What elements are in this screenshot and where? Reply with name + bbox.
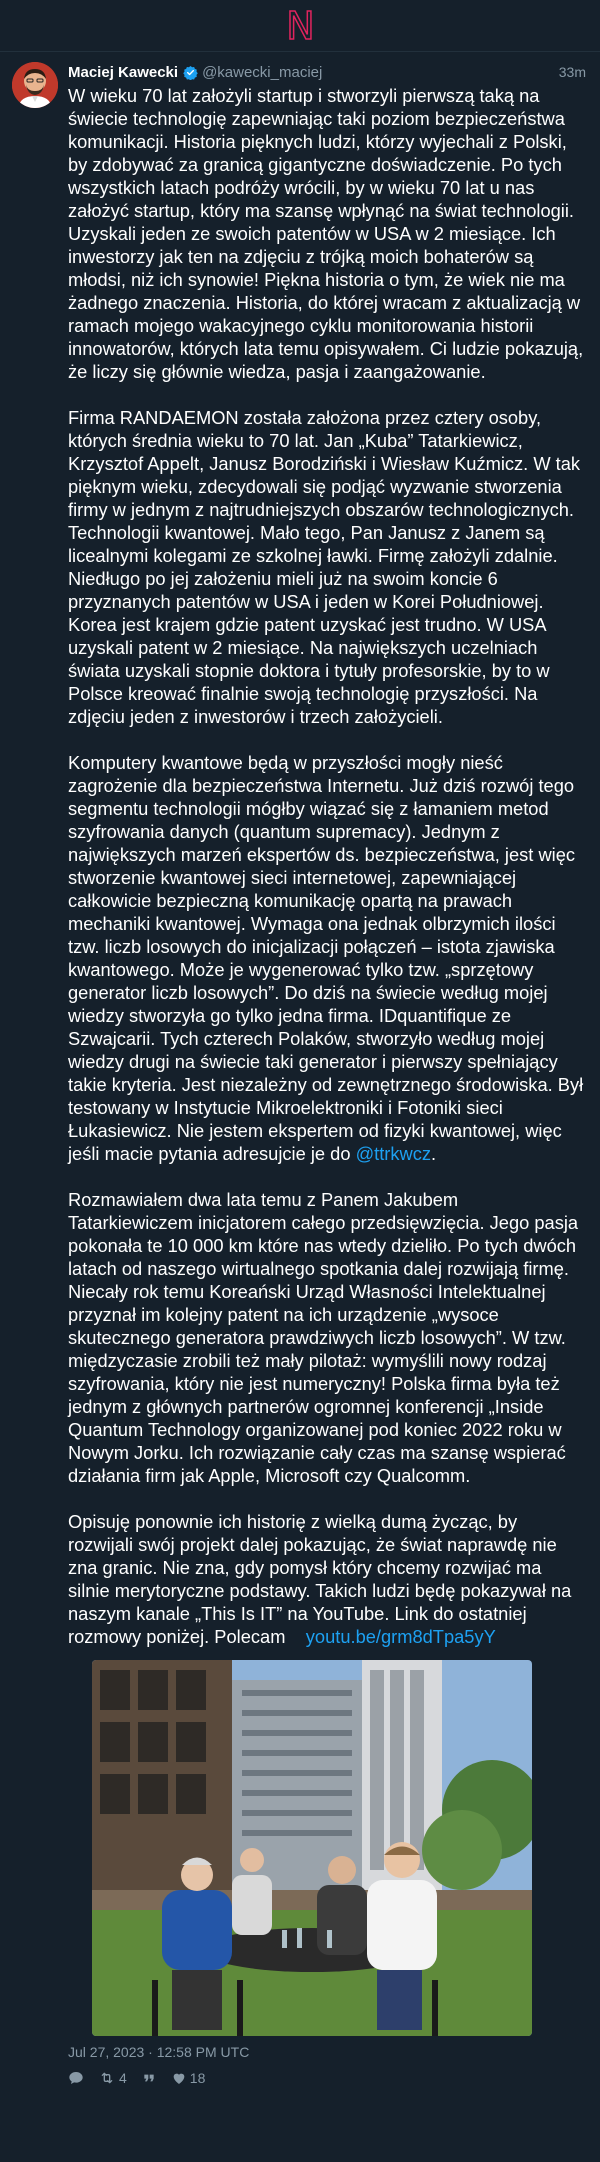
retweet-count: 4 bbox=[119, 2070, 127, 2086]
author-name[interactable]: Maciej Kawecki bbox=[68, 63, 179, 81]
tweet-body bbox=[68, 84, 586, 1648]
tweet-header bbox=[68, 62, 586, 82]
mention-link[interactable]: @ttrkwcz bbox=[355, 1143, 432, 1164]
mention-suffix: . bbox=[431, 1143, 437, 1164]
tweet-time[interactable]: 33m bbox=[558, 64, 586, 80]
like-button[interactable] bbox=[171, 2070, 206, 2086]
tweet-paragraph: Rozmawiałem dwa lata temu z Panem Jakubem Tatarkiewiczem inicjatorem całego przedsięwzięcia. Jego pasja pokonała te 10 000 km które nas wtedy dzieliło. Po tych dwóch latach od naszego wirtualnego spotkania dalej rozwijają firmę. Niecały rok temu Koreański Urząd Własności Intelektualnej przyznał im kolejny patent na ich urządzenie „wysoce skutecznego generatora prawdziwych liczb losowych”. W tzw. międzyczasie zrobili też mały pilotaż: wymyślili nowy rodzaj szyfrowania, który nie jest numeryczny! Polska firma była też jednym z głównych partnerów ogromnej konferencji „Inside Quantum Technology organizowanej pod koniec 2022 roku w Nowym Jorku. Ich rozwiązanie cały czas ma szansę wspierać działania firm jak Apple, Microsoft czy Qualcomm. bbox=[68, 1189, 579, 1486]
paragraph-text: Komputery kwantowe będą w przyszłości mogły nieść zagrożenie dla bezpieczeństwa Internetu. Już dziś rozwój tego segmentu technologii mógłby wiązać się z łamaniem metod szyfrowania danych (quantum supremacy). Jednym z największych marzeń ekspertów ds. bezpieczeństwa, jest więc stworzenie kwantowej sieci internetowej, zapewniającej całkowicie bezpieczną komunikację opartą na prawach mechaniki kwantowej. Wymaga ona jednak olbrzymich ilości tzw. liczb losowych do inicjalizacji połączeń – istota zjawiska kwantowego. Może je wygenerować tylko tzw. „sprzętowy generator liczb losowych”. Do dziś na świecie według mojej wiedzy stworzyła go tylko jedna firma. IDquantifique ze Szwajcarii. Tych czterech Polaków, stworzyło według mojej wiedzy drugi na świecie taki generator i pierwszy spełniający takie kryteria. Jest niezależny od zewnętrznego środowiska. Był testowany w Instytucie Mikroelektroniki i Fotoniki sieci Łukasiewicz. Nie jestem ekspertem od fizyki kwantowej, więc jeśli macie pytania adresujcie je do bbox=[68, 752, 584, 1164]
tweet-photo[interactable] bbox=[92, 1660, 532, 2036]
paragraph-text: Opisuję ponownie ich historię z wielką dumą życząc, by rozwijali swój projekt dalej pokazując, że świat naprawdę nie zna granic. Nie zna, gdy pomysł który chcemy rozwijać ma silnie merytoryczne podstawy. Takich ludzi będę pokazywał na naszym kanale „This Is IT” na YouTube. Link do ostatniej rozmowy poniżej. Polecam bbox=[68, 1511, 572, 1647]
comment-icon bbox=[68, 2070, 84, 2086]
tweet-actions bbox=[68, 2070, 586, 2086]
quote-button[interactable] bbox=[141, 2070, 157, 2086]
tweet bbox=[0, 52, 600, 2086]
top-bar bbox=[0, 0, 600, 52]
heart-icon bbox=[171, 2070, 187, 2086]
tweet-paragraph: W wieku 70 lat założyli startup i stworzyli pierwszą taką na świecie technologię zapewniając taki poziom bezpieczeństwa komunikacji. Historia pięknych ludzi, którzy wyjechali z Polski, by zdobywać za granicą gigantyczne doświadczenie. Po tych wszystkich latach podróży wrócili, by w wieku 70 lat u nas założyć startup, który ma szansę wpłynąć na świat technologii. Uzyskali jeden ze swoich patentów w USA w 2 miesiące. Ich inwestorzy jak ten na zdjęciu z trójką moich bohaterów są młodsi, niż ich synowie! Piękna historia o tym, że wiek nie ma żadnego znaczenia. Historia, do której wracam z aktualizacją w ramach mojego wakacyjnego cyklu monitorowania historii innowatorów, których lata temu opisywałem. Ci ludzie pokazują, że liczy się głównie wiedza, pasja i zaangażowanie. bbox=[68, 85, 584, 382]
verified-badge-icon bbox=[183, 65, 198, 80]
reply-button[interactable] bbox=[68, 2070, 84, 2086]
like-count: 18 bbox=[189, 2070, 206, 2086]
tweet-date[interactable]: Jul 27, 2023 · 12:58 PM UTC bbox=[68, 2044, 250, 2060]
youtube-link[interactable]: youtu.be/grm8dTpa5yY bbox=[305, 1626, 496, 1647]
author-handle[interactable]: @kawecki_maciej bbox=[202, 63, 323, 81]
retweet-icon bbox=[98, 2070, 116, 2086]
app-logo[interactable]: N bbox=[286, 3, 314, 48]
retweet-button[interactable] bbox=[98, 2070, 127, 2086]
quote-icon bbox=[141, 2070, 157, 2086]
tweet-paragraph: Firma RANDAEMON została założona przez cztery osoby, których średnia wieku to 70 lat. Jan „Kuba” Tatarkiewicz, Krzysztof Appelt, Janusz Borodziński i Wiesław Kuźmicz. W tak pięknym wieku, zdecydowali się podjąć wyzwanie stworzenia firmy w jednym z najtrudniejszych obszarów technologicznych. Technologii kwantowej. Mało tego, Pan Janusz z Janem są licealnymi kolegami ze szkolnej ławki. Firmę założyli zdalnie. Niedługo po jej założeniu mieli już na swoim koncie 6 przyznanych patentów w USA i jeden w Korei Południowej. Korea jest krajem gdzie patent uzyskać jest trudno. W USA uzyskali patent w 2 miesiące. Na największych uczelniach świata uzyskali stopnie doktora i tytuły profesorskie, by to w Polsce kreować finalnie swoją technologię przyszłości. Na zdjęciu jeden z inwestorów i trzech założycieli. bbox=[68, 407, 581, 727]
tweet-paragraph bbox=[68, 1510, 586, 1648]
tweet-paragraph bbox=[68, 751, 586, 1165]
